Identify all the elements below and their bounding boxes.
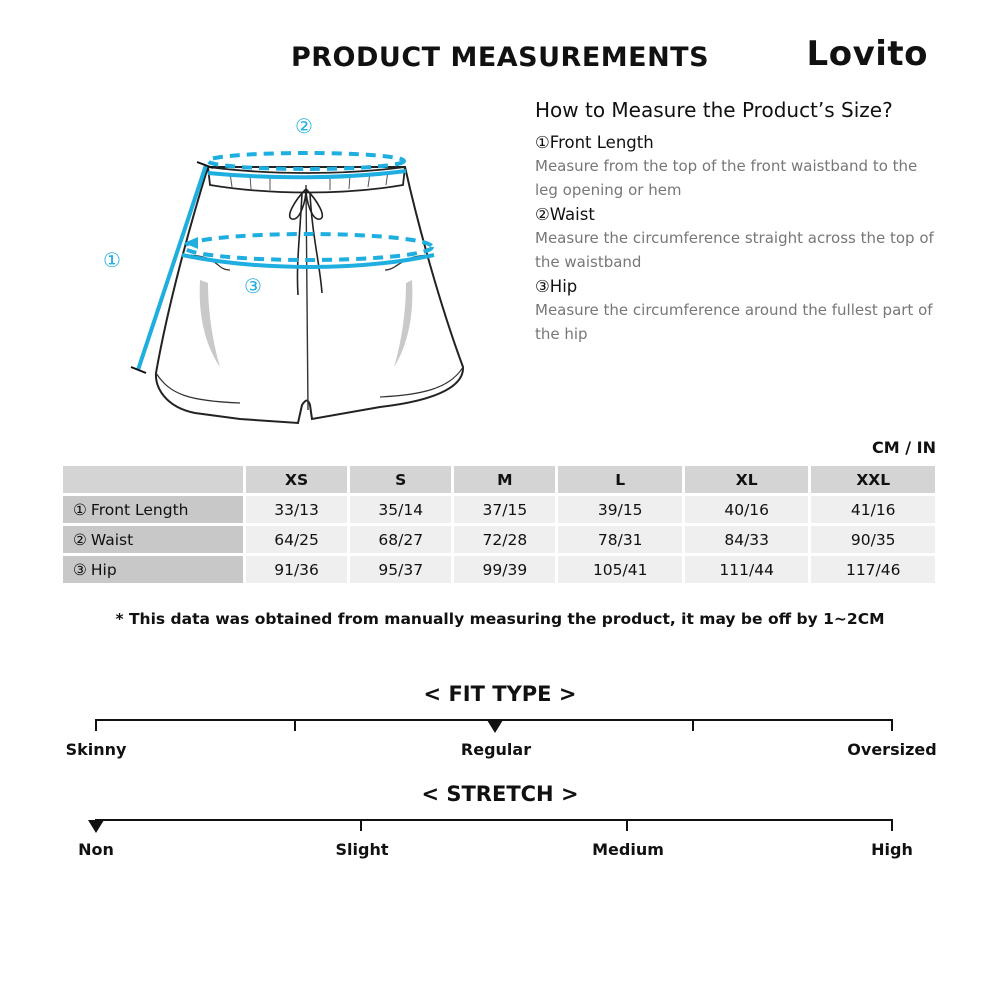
table-cell: 111/44 <box>685 556 808 583</box>
row-label <box>63 496 243 523</box>
table-cell: 33/13 <box>246 496 347 523</box>
table-cell: 105/41 <box>558 556 681 583</box>
table-cell: 37/15 <box>454 496 555 523</box>
table-cell: 95/37 <box>350 556 451 583</box>
table-row <box>63 556 935 583</box>
shorts-illustration <box>80 105 500 435</box>
guide-heading: ①Front Length <box>535 133 654 152</box>
unit-label: CM / IN <box>872 438 936 457</box>
page-title: PRODUCT MEASUREMENTS <box>290 42 710 73</box>
stretch-label-non: Non <box>78 840 114 859</box>
guide-description: Measure from the top of the front waistband to the leg opening or hem <box>535 157 918 199</box>
guide-description: Measure the circumference around the fullest part of the hip <box>535 301 933 343</box>
row-label <box>63 526 243 553</box>
size-header: XL <box>685 466 808 493</box>
guide-heading: ②Waist <box>535 205 595 224</box>
size-chart-table <box>60 463 938 586</box>
size-header: XXL <box>811 466 935 493</box>
stretch-title: < STRETCH > <box>421 782 579 806</box>
stretch-tick <box>626 819 628 831</box>
table-header-row <box>63 466 935 493</box>
stretch-pointer <box>88 820 104 833</box>
guide-description: Measure the circumference straight across the top of the waistband <box>535 229 934 271</box>
table-row <box>63 496 935 523</box>
table-cell: 41/16 <box>811 496 935 523</box>
fit-type-label-oversized: Oversized <box>847 740 937 759</box>
size-header: M <box>454 466 555 493</box>
fit-type-title: < FIT TYPE > <box>423 682 577 706</box>
row-label-text: Front Length <box>90 500 189 519</box>
table-cell: 99/39 <box>454 556 555 583</box>
table-cell: 68/27 <box>350 526 451 553</box>
size-header: S <box>350 466 451 493</box>
stretch-tick <box>891 819 893 831</box>
table-cell: 39/15 <box>558 496 681 523</box>
stretch-label-medium: Medium <box>592 840 664 859</box>
stretch-label-high: High <box>871 840 913 859</box>
shorts-measurement-diagram <box>80 105 500 435</box>
row-label <box>63 556 243 583</box>
guide-item-hip <box>535 276 935 346</box>
stretch-scale-line <box>95 819 893 821</box>
table-cell: 35/14 <box>350 496 451 523</box>
row-label-text: Waist <box>90 530 134 549</box>
table-cell: 117/46 <box>811 556 935 583</box>
fit-type-tick <box>891 719 893 731</box>
fit-type-label-regular: Regular <box>460 740 532 759</box>
size-header: L <box>558 466 681 493</box>
fit-type-tick <box>95 719 97 731</box>
guide-title: How to Measure the Product’s Size? <box>535 98 893 122</box>
table-cell: 64/25 <box>246 526 347 553</box>
table-row <box>63 526 935 553</box>
table-cell: 78/31 <box>558 526 681 553</box>
marker-front-length: ① <box>103 248 121 272</box>
size-header: XS <box>246 466 347 493</box>
row-label-text: Hip <box>90 560 117 579</box>
table-cell: 91/36 <box>246 556 347 583</box>
fit-type-label-skinny: Skinny <box>65 740 127 759</box>
marker-waist: ② <box>295 114 313 138</box>
fit-type-tick <box>294 719 296 731</box>
guide-item-waist <box>535 204 935 274</box>
brand-logo: Lovito <box>806 34 928 74</box>
table-cell: 40/16 <box>685 496 808 523</box>
guide-item-front-length <box>535 132 935 202</box>
row-marker: ① <box>73 500 87 519</box>
measurement-guide <box>535 132 935 348</box>
stretch-label-slight: Slight <box>335 840 389 859</box>
table-cell: 84/33 <box>685 526 808 553</box>
row-marker: ② <box>73 530 87 549</box>
stretch-tick <box>360 819 362 831</box>
fit-type-pointer <box>487 720 503 733</box>
measurement-note: * This data was obtained from manually measuring the product, it may be off by 1~2CM <box>115 610 885 628</box>
row-marker: ③ <box>73 560 87 579</box>
table-corner-cell <box>63 466 243 493</box>
fit-type-tick <box>692 719 694 731</box>
table-cell: 72/28 <box>454 526 555 553</box>
guide-heading: ③Hip <box>535 277 578 296</box>
table-cell: 90/35 <box>811 526 935 553</box>
marker-hip: ③ <box>244 274 262 298</box>
